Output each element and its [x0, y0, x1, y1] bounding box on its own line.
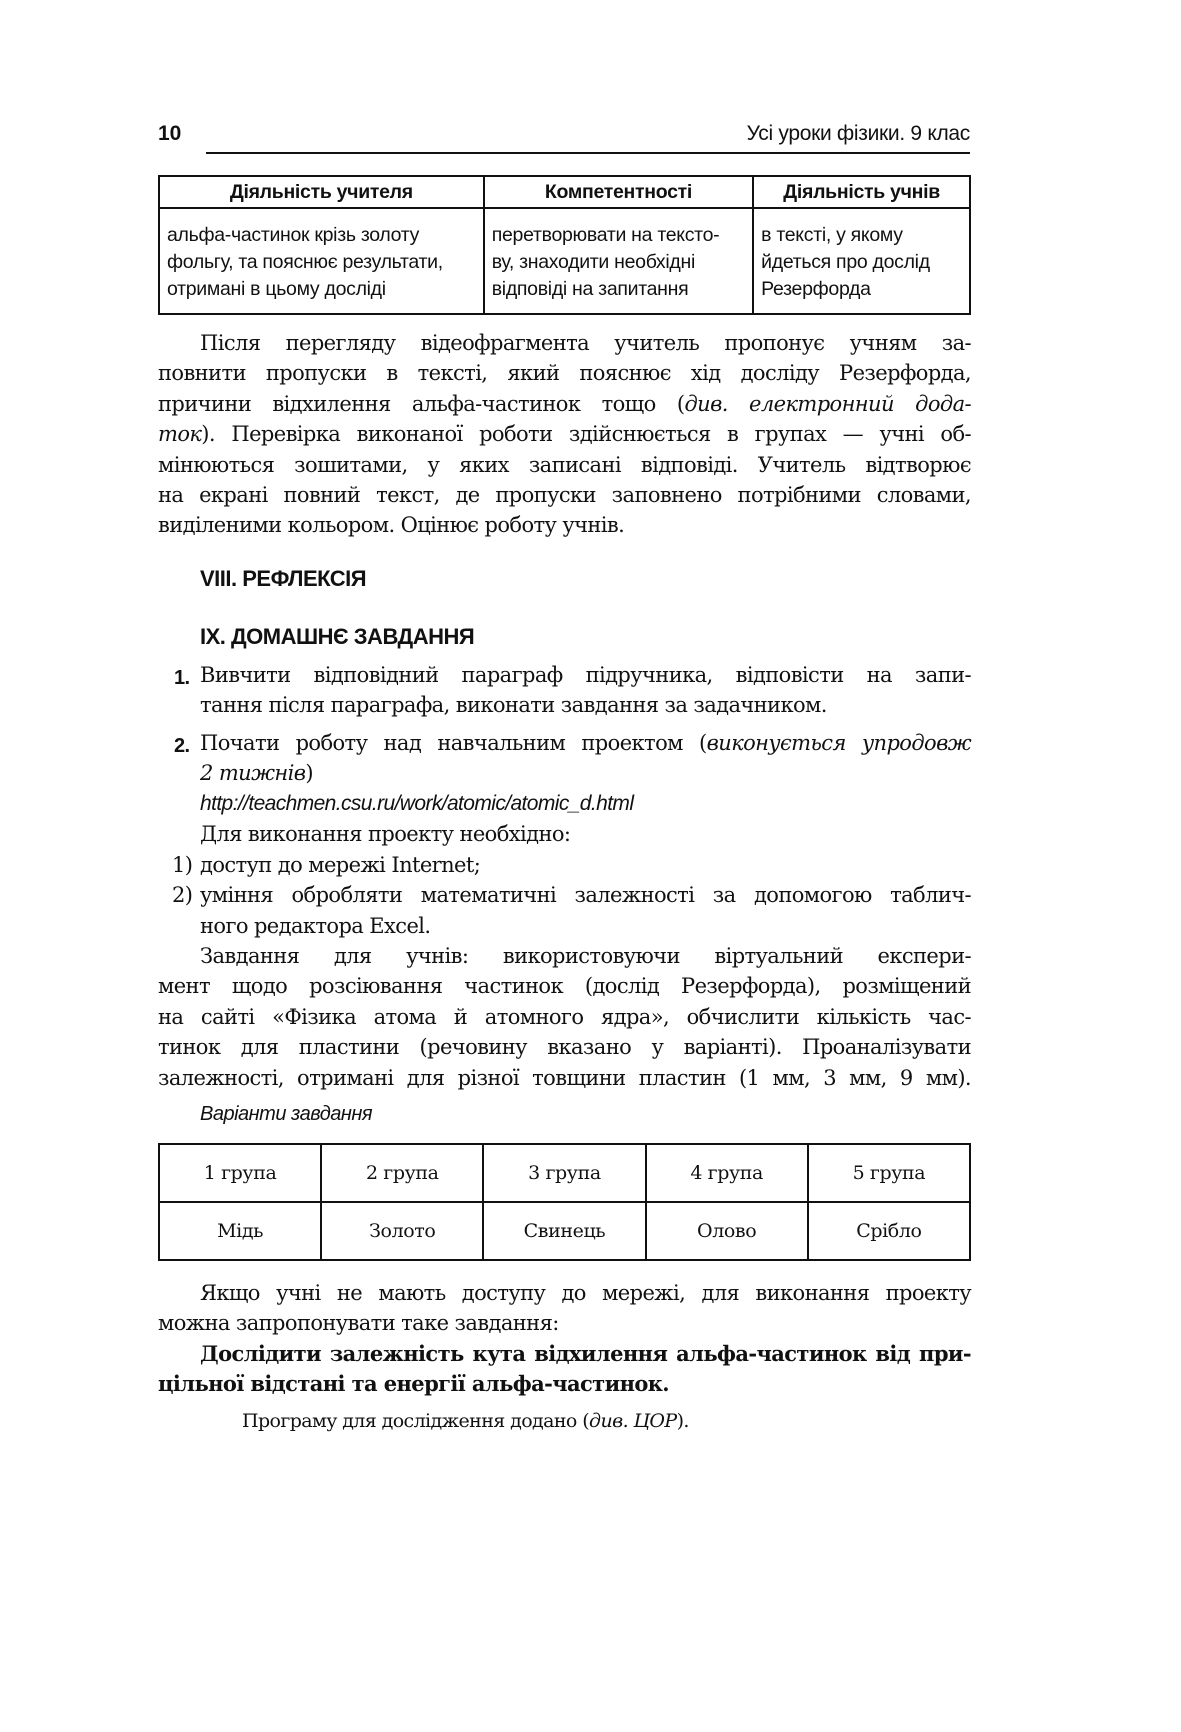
group-cell: 1 група [159, 1144, 321, 1202]
italic-reference: див. ЦОР [589, 1409, 677, 1432]
table-row [159, 208, 970, 314]
italic-reference: ток [158, 422, 202, 447]
text-line: тання після параграфа, виконати завдання за задачником. [200, 693, 827, 718]
cell-line: отримані в цьому досліді [167, 278, 386, 300]
requirements-list [158, 850, 971, 941]
table-row-groups [159, 1144, 970, 1202]
text-line: мінюються зошитами, у яких записані відповіді. Учитель відтворює [158, 452, 971, 477]
cell-line: фольгу, та пояснює результати, [167, 251, 443, 273]
cell-competences [484, 208, 753, 314]
text-line: Завдання для учнів: використовуючи віртуальний експери- [200, 944, 971, 968]
paragraph-student-task [158, 941, 971, 1093]
list-number: 2. [174, 735, 190, 757]
project-url-link[interactable]: http://teachmen.csu.ru/work/atomic/atomic_d.html [200, 791, 634, 815]
italic-note: виконується упродовж [706, 731, 971, 755]
cell-line: ву, знаходити необхідні [491, 251, 695, 273]
text-line: доступ до мережі Internet; [200, 853, 481, 877]
text-line: залежності, отримані для різної товщини пластин (1 мм, 3 мм, 9 мм). [158, 1065, 971, 1090]
homework-item-2 [158, 728, 971, 850]
table-header-row [159, 176, 970, 208]
text-run: ). Перевірка виконаної роботи здійснюється в групах — учні об- [201, 422, 971, 447]
text-line: Вивчити відповідний параграф підручника, відповісти на запи- [200, 663, 971, 687]
italic-note: 2 тижнів [200, 761, 306, 786]
page-number: 10 [158, 122, 182, 145]
text-line: на екрані повний текст, де пропуски заповнено потрібними словами, [158, 483, 971, 508]
material-cell: Олово [646, 1202, 808, 1260]
running-header [158, 122, 970, 158]
text-line: виділеними кольором. Оцінює роботу учнів. [158, 513, 625, 538]
paragraph-offline-alternative [158, 1278, 971, 1436]
variants-caption: Варіанти завдання [200, 1103, 373, 1125]
running-title: Усі уроки фізики. 9 клас [746, 122, 970, 145]
text-line [158, 389, 971, 419]
homework-item-1 [158, 660, 971, 721]
cell-line: відповіді на запитання [491, 278, 689, 300]
text-run: ). [676, 1409, 689, 1432]
requirement-item-2 [158, 880, 971, 941]
italic-reference: див. електронний дода- [684, 391, 971, 416]
cell-line: йдеться про дослід [761, 251, 930, 273]
cell-teacher-activity [159, 208, 484, 314]
section-heading-reflection: VIII. РЕФЛЕКСІЯ [200, 566, 367, 591]
text-line: Для виконання проекту необхідно: [200, 822, 571, 847]
text-line: мент щодо розсіювання частинок (дослід Резерфорда), розміщений [158, 974, 971, 999]
material-cell: Свинець [483, 1202, 645, 1260]
text-run: причини відхилення альфа-частинок тощо ( [158, 391, 685, 416]
header-rule [206, 152, 970, 154]
text-line [158, 758, 971, 788]
text-run: ) [305, 761, 313, 786]
activity-table [158, 175, 971, 315]
material-cell: Золото [321, 1202, 483, 1260]
text-line: можна запропонувати таке завдання: [158, 1311, 559, 1336]
list-number: 1. [174, 667, 190, 689]
table-row-materials [159, 1202, 970, 1260]
bold-task-line: цільної відстані та енергії альфа-частинок. [158, 1371, 670, 1397]
material-cell: Срібло [808, 1202, 970, 1260]
text-line: ного редактора Excel. [200, 913, 431, 938]
bold-task-line: Дослідити залежність кута відхилення альфа-частинок від при- [200, 1340, 971, 1366]
cell-line: в тексті, у якому [761, 224, 903, 246]
column-header-teacher: Діяльність учителя [159, 176, 484, 208]
text-run: Почати роботу над навчальним проектом ( [200, 731, 707, 755]
cell-line: Резерфорда [761, 278, 871, 300]
text-line [158, 728, 971, 758]
cell-line: перетворювати на тексто- [491, 224, 720, 246]
group-cell: 4 група [646, 1144, 808, 1202]
text-run: Програму для дослідження додано ( [242, 1409, 590, 1432]
list-number: 1) [172, 853, 193, 877]
text-line [158, 419, 971, 449]
group-cell: 3 група [483, 1144, 645, 1202]
text-line: тинок для пластини (речовину вказано у варіанті). Проаналізувати [158, 1035, 971, 1060]
column-header-competences: Компетентності [484, 176, 753, 208]
text-line: на сайті «Фізика атома й атомного ядра», обчислити кількість час- [158, 1004, 971, 1029]
cell-line: альфа-частинок крізь золоту [167, 224, 420, 246]
text-line: уміння обробляти математичні залежності за допомогою таблич- [200, 883, 971, 908]
program-note [158, 1406, 971, 1436]
text-line: Після перегляду відеофрагмента учитель пропонує учням за- [200, 331, 971, 355]
text-line: повнити пропуски в тексті, який пояснює хід досліду Резерфорда, [158, 361, 971, 386]
variants-table [158, 1143, 971, 1261]
paragraph-video-review [158, 328, 971, 541]
text-line: Якщо учні не мають доступу до мережі, для виконання проекту [200, 1281, 971, 1305]
requirement-item-1 [158, 850, 971, 880]
list-number: 2) [172, 883, 193, 908]
group-cell: 5 група [808, 1144, 970, 1202]
group-cell: 2 група [321, 1144, 483, 1202]
material-cell: Мідь [159, 1202, 321, 1260]
column-header-students: Діяльність учнів [753, 176, 970, 208]
section-heading-homework: IX. ДОМАШНЄ ЗАВДАННЯ [200, 624, 475, 649]
cell-student-activity [753, 208, 970, 314]
